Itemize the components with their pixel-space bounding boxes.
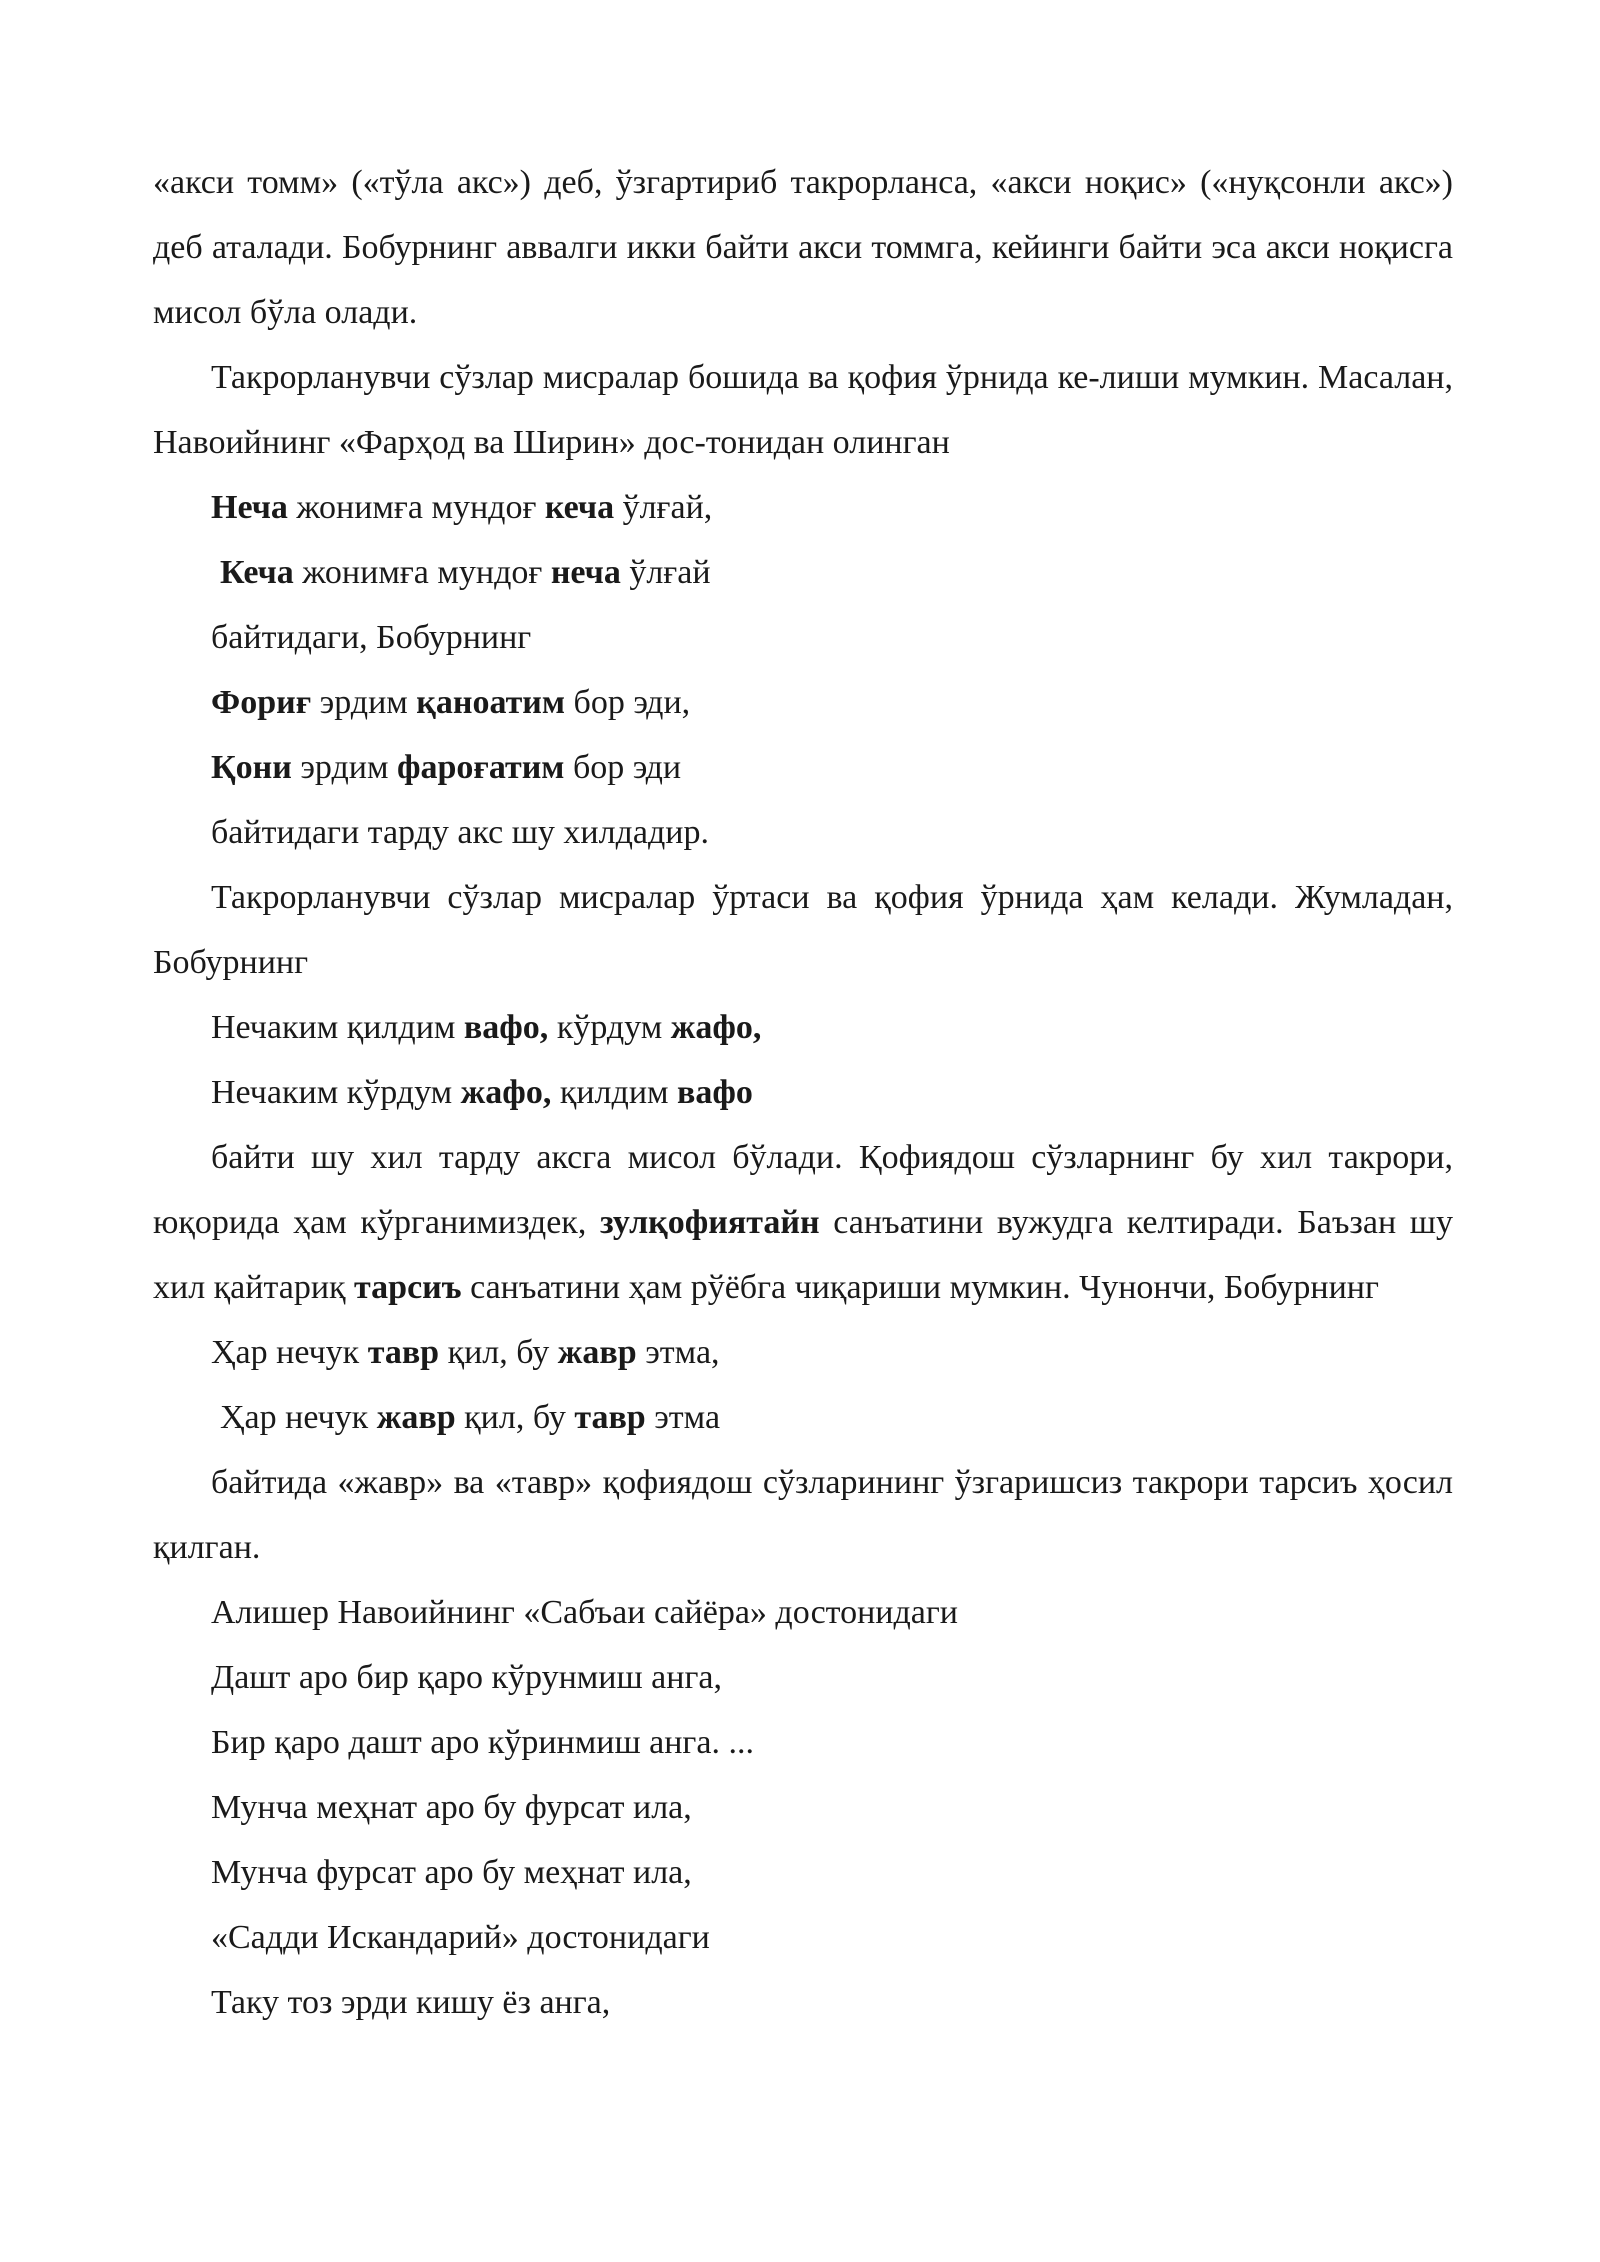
verse-text: этма — [645, 1399, 721, 1436]
bold-word: жафо, — [670, 1009, 762, 1046]
verse-text: эрдим — [311, 684, 417, 721]
bold-word: Кеча — [220, 554, 294, 591]
text-line: «Садди Искандарий» достонидаги — [211, 1919, 710, 1956]
bold-word: тавр — [574, 1399, 646, 1436]
verse-line: Мунча фурсат аро бу меҳнат ила, — [211, 1854, 692, 1891]
verse-line: Мунча меҳнат аро бу фурсат ила, — [211, 1789, 692, 1826]
bold-word: тавр — [367, 1334, 440, 1371]
bold-word: Қони — [211, 749, 292, 786]
paragraph: байтида «жавр» ва «тавр» қофиядош сўзларининг ўзгаришсиз такрори тарсиъ ҳосил қилган. — [153, 1464, 1453, 1566]
verse-text: жонимға мундоғ — [287, 489, 545, 526]
paragraph: Такрорланувчи сўзлар мисралар ўртаси ва қофия ўрнида ҳам келади. Жумладан, Бобурнинг — [153, 879, 1453, 981]
verse-text: Ҳар нечук — [220, 1399, 377, 1436]
text-column — [153, 150, 1453, 2035]
bold-word: жавр — [557, 1334, 637, 1371]
bold-word: кеча — [544, 489, 615, 526]
verse-line — [153, 735, 1453, 800]
bold-word: вафо, — [463, 1009, 549, 1046]
verse-text: қилдим — [551, 1074, 678, 1111]
verse-text: қил, бу — [455, 1399, 575, 1436]
paragraph-text: санъатини вужудга келтиради. Баъзан шу хил қайтариқ — [153, 1204, 1453, 1306]
verse-text: этма, — [636, 1334, 720, 1371]
bold-word: Фориғ — [211, 684, 312, 721]
bold-word: неча — [550, 554, 621, 591]
verse-text: ўлғай — [620, 554, 711, 591]
verse-line — [153, 670, 1453, 735]
paragraph: Такрорланувчи сўзлар мисралар бошида ва қофия ўрнида ке-лиши мумкин. Масалан, Навоийнинг «Фарҳод ва Ширин» дос-тонидан олинган — [153, 359, 1453, 461]
bold-word: Неча — [211, 489, 288, 526]
verse-text: кўрдум — [548, 1009, 671, 1046]
verse-line: Таку тоз эрди кишу ёз анга, — [211, 1984, 611, 2021]
verse-text: қил, бу — [439, 1334, 558, 1371]
bold-term: тарсиъ — [354, 1269, 462, 1306]
paragraph — [153, 1125, 1453, 1320]
bold-word: қаноатим — [416, 684, 566, 721]
verse-text: Нечаким кўрдум — [211, 1074, 461, 1111]
paragraph-continued: «акси томм» («тўла акс») деб, ўзгартириб такрорланса, «акси ноқис» («нуқсонли акс») деб аталади. Бобурнинг аввалги икки байти акси томмга, кейинги байти эса акси ноқисга мисол бўла олади. — [153, 164, 1453, 331]
verse-text: ўлғай, — [614, 489, 713, 526]
verse-text: бор эди, — [565, 684, 691, 721]
verse-line — [153, 475, 1453, 540]
bold-word: вафо — [677, 1074, 753, 1111]
text-line: байтидаги, Бобурнинг — [211, 619, 532, 656]
verse-text: Ҳар нечук — [211, 1334, 368, 1371]
bold-word: жавр — [376, 1399, 456, 1436]
verse-line: Дашт аро бир қаро кўрунмиш анга, — [211, 1659, 722, 1696]
text-line: Алишер Навоийнинг «Сабъаи сайёра» достонидаги — [211, 1594, 959, 1631]
verse-text: бор эди — [564, 749, 682, 786]
bold-word: жафо, — [460, 1074, 552, 1111]
bold-word: фароғатим — [397, 749, 565, 786]
verse-line — [153, 1320, 1453, 1385]
verse-line — [153, 540, 1453, 605]
paragraph-text: санъатини ҳам рўёбга чиқариши мумкин. Чунончи, Бобурнинг — [461, 1269, 1379, 1306]
verse-text: эрдим — [291, 749, 397, 786]
bold-term: зулқофиятайн — [599, 1204, 820, 1241]
verse-line — [153, 1385, 1453, 1450]
verse-text: Нечаким қилдим — [211, 1009, 464, 1046]
verse-line — [153, 995, 1453, 1060]
verse-text: жонимға мундоғ — [293, 554, 551, 591]
paragraph-text: байти шу хил тарду аксга мисол бўлади. Қофиядош сўзларнинг бу хил такрори, юқорида ҳам кўрганимиздек, — [153, 1139, 1453, 1241]
verse-line — [153, 1060, 1453, 1125]
text-line: байтидаги тарду акс шу хилдадир. — [211, 814, 709, 851]
verse-line: Бир қаро дашт аро кўринмиш анга. ... — [211, 1724, 754, 1761]
